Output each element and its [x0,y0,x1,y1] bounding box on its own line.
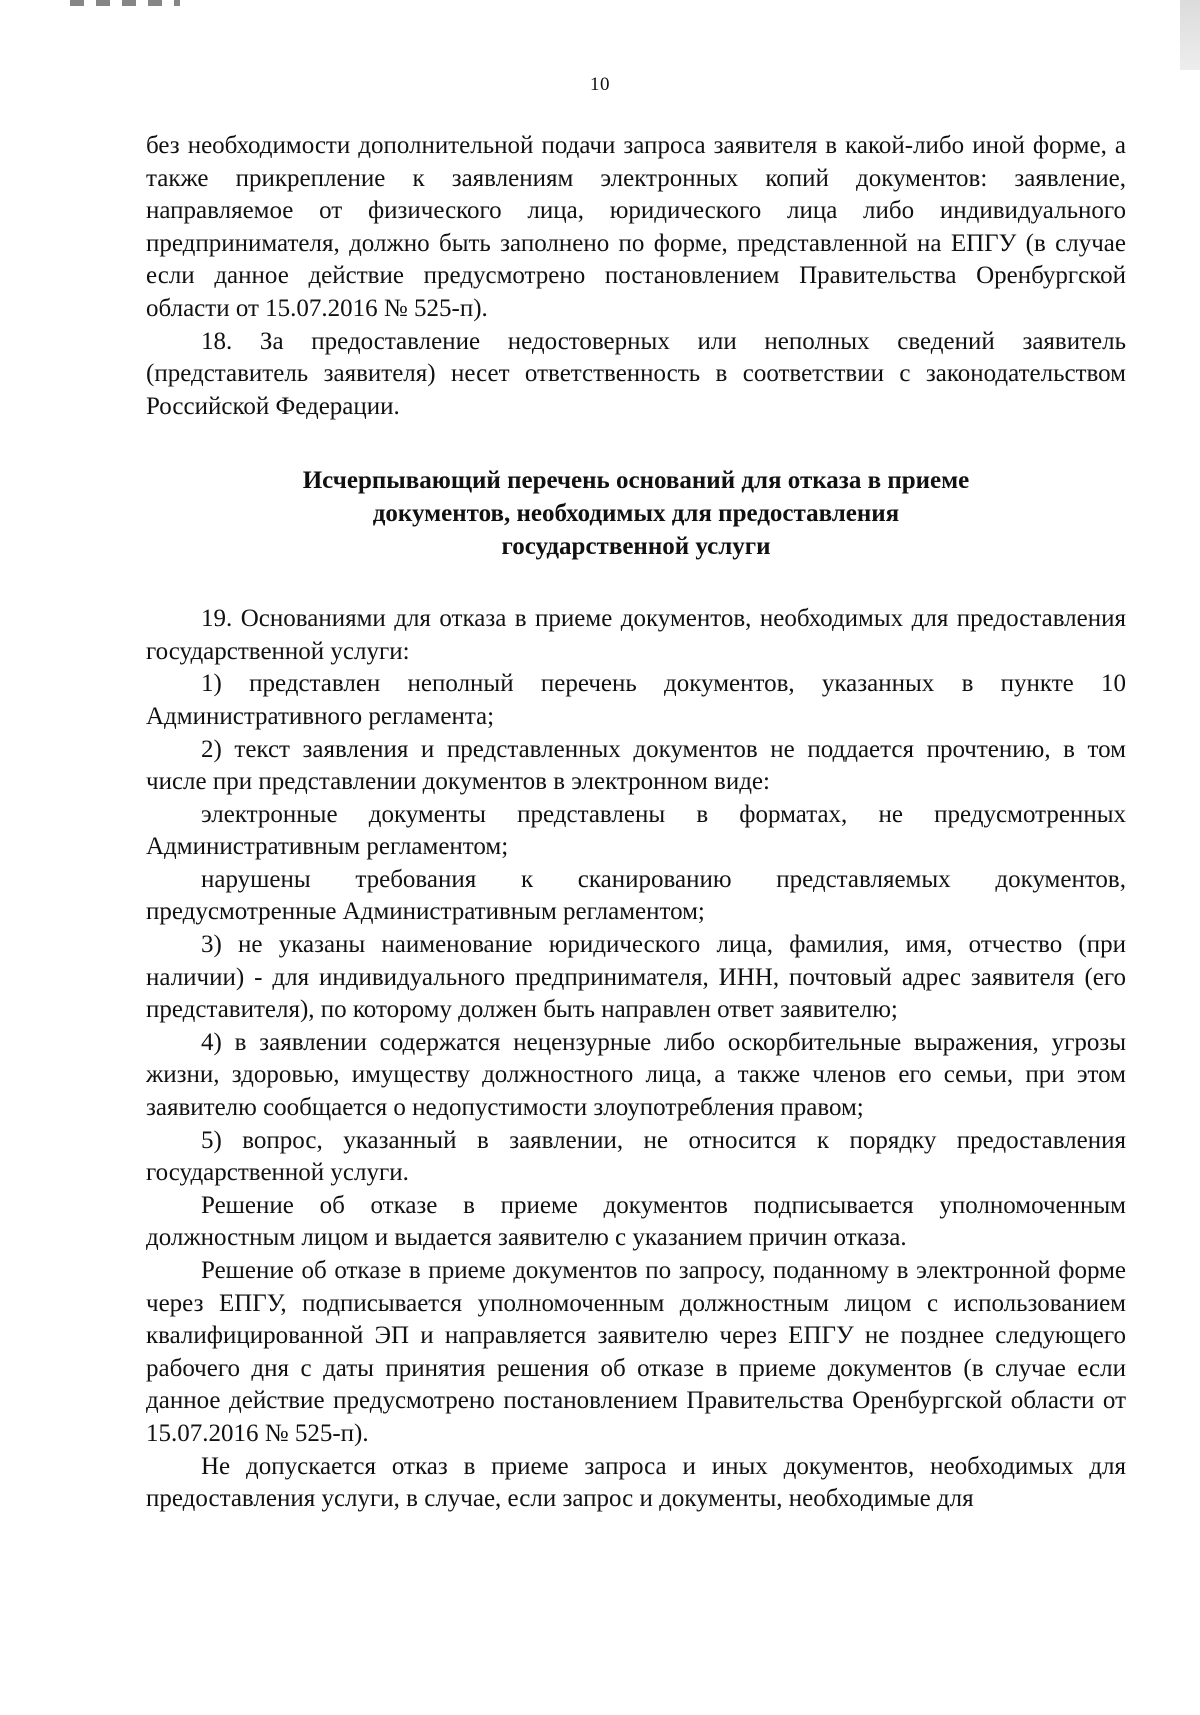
paragraph-decision-electronic: Решение об отказе в приеме документов по запросу, поданному в электронной форме через ЕПГУ, подписывается уполномоченным должностным лицом с использованием квалифицированной ЭП и направляется заявителю через ЕПГУ не позднее следующего рабочего дня с даты принятия решения об отказе в приеме документов (в случае если данное действие предусмотрено постановлением Правительства Оренбургской области от 15.07.2016 № 525-п). [146,1257,1126,1447]
paragraph-18: 18. За предоставление недостоверных или неполных сведений заявитель (представитель заявителя) несет ответственность в соответствии с законодательством Российской Федерации. [146,327,1126,420]
paragraph-continuation: без необходимости дополнительной подачи запроса заявителя в какой-либо иной форме, а также прикрепление к заявлениям электронных копий документов: заявление, направляемое от физического лица, юридического лица либо индивидуального предпринимателя, должно быть заполнено по форме, представленной на ЕПГУ (в случае если данное действие предусмотрено постановлением Правительства Оренбургской области от 15.07.2016 № 525-п). [146,132,1126,322]
section-heading-line: государственной услуги [501,532,771,560]
paragraph-19-item-4: 4) в заявлении содержатся нецензурные либо оскорбительные выражения, угрозы жизни, здоровью, имуществу должностного лица, а также членов его семьи, при этом заявителю сообщается о недопустимости злоупотребления правом; [146,1028,1126,1122]
paragraph-19-item-5: 5) вопрос, указанный в заявлении, не относится к порядку предоставления государственной услуги. [146,1126,1126,1187]
scan-artifact-top-right [1180,0,1200,70]
scan-artifact-top-left [70,0,180,6]
document-body [146,130,1126,1516]
section-heading [146,465,1126,563]
paragraph-19: 19. Основаниями для отказа в приеме документов, необходимых для предоставления государственной услуги: [146,605,1126,665]
section-heading-line: документов, необходимых для предоставления [372,499,900,527]
section-heading-line: Исчерпывающий перечень оснований для отказа в приеме [302,467,970,495]
paragraph-19-item-2a: электронные документы представлены в форматах, не предусмотренных Административным регламентом; [146,800,1126,861]
paragraph-refusal-not-allowed: Не допускается отказ в приеме запроса и иных документов, необходимых для предоставления услуги, в случае, если запрос и документы, необходимые для [146,1452,1126,1513]
paragraph-19-item-3: 3) не указаны наименование юридического лица, фамилия, имя, отчество (при наличии) - для индивидуального предпринимателя, ИНН, почтовый адрес заявителя (его представителя), по которому должен быть направлен ответ заявителю; [146,931,1126,1024]
paragraph-19-item-2b: нарушены требования к сканированию представляемых документов, предусмотренные Административным регламентом; [146,865,1126,926]
paragraph-decision-signed: Решение об отказе в приеме документов подписывается уполномоченным должностным лицом и выдается заявителю с указанием причин отказа. [146,1191,1126,1252]
page-number: 10 [590,74,610,95]
paragraph-19-item-2: 2) текст заявления и представленных документов не поддается прочтению, в том числе при представлении документов в электронном виде: [146,735,1126,796]
paragraph-19-item-1: 1) представлен неполный перечень документов, указанных в пункте 10 Административного регламента; [146,670,1126,730]
